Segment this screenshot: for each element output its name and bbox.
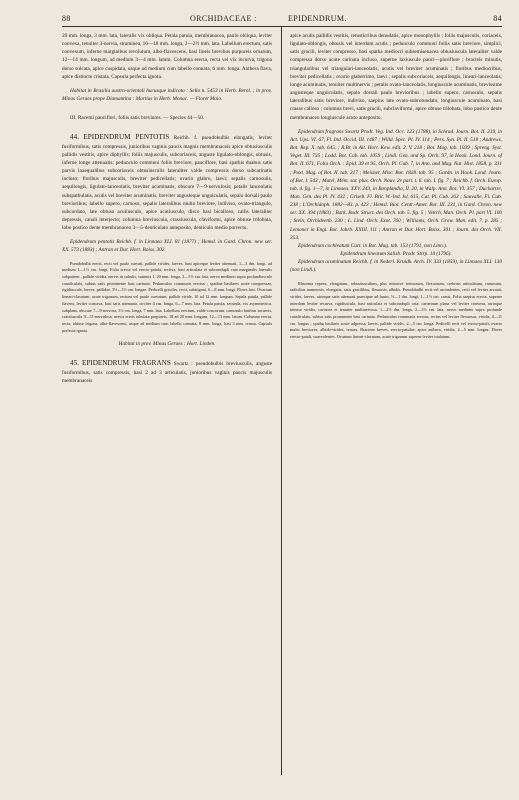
detailed-description: Pseudobulbi erecti, recti vel paulo curvati, pallide virides, laeves, basi apiceque leviter attenuati, 1—3 dm. longi, ad medium 1—1½ cm. longi. Folia erecta vel erecto-patula, rectiva, basi articulata et subcondupli cata marginalis lateralis subpattern , pallide viridia, nervis in subulis, summis 1, 20 mm. longa, 3—5½ cm. lata, nervo medinno supra profundiuscule canaliculato, subtus satis prominente basi carinato. Pedunculus communis erectus ; spathae basilares acute compressae, rigidiuscule, laeves, pallidae, 3½—3½ cm. longae. Pedicelli graciles, recti, subtrigoni, 6—8 mm. longi. Flores laxi. Ovarium lineari-clavatum, acute trigonum, rectum vel paulo curvatum, pallide viride, 10 ad 12 mm. longum. Sepala patula, pallide flavens, leviter concava, basi satis attenuata, circiter 4 cm. longa, 6—7 mm. lata. Petala patula, secunda, vix asymmetrica, subplana, obscure 7—9-nervosa, 3½ cm. longa, 7 mm. lata. Labellum erectum, valde concavum, carnosulo basibus incurvis, crassiuscula 9—11-nervulosa, nervis eretis tubulata purpureis, 18 ad 20 mm. longum, 12—13 mm. latum. Columna erecta, recta, obtuse trigona, albo-flavescens, usque ad medium cum labello connata, 8 mm. longa, basi 3 mm. crassa. Capsula perfecta ignota. <box>62 260 272 333</box>
species-entry-45 <box>62 359 272 384</box>
synonymy-citation: Epidendrum pentotis Reichb. f. in Linnaea XLI. 81 (1877) ; Hemsl. in Gard. Chron. new ser. XX. 573 (1883) ; Antran et Dur. Hort. Boiss. 302. <box>62 239 272 254</box>
column-divider <box>281 27 282 775</box>
species-authority: Swartz : <box>173 361 193 368</box>
left-column <box>62 32 272 385</box>
synonymy-citation-main: Epidendrum fragrans Swartz Prodr. Veg. Ind. Occ. 123 (1788), in Schrad. Journ. Bot. II. 219, in Act. Ups. VI. 67, Fl. Ind. Occid. III. 1487 ; Willd. Spec. Pl. IV. 114 ; Pers. Syn. Pl. II. 518 ; Andrews, Bot. Rep. X. tab. 645. ; R.Br. in Ait. Hort. Kew. edit. 2. V. 218 ; Bot. Mag. tab. 1039 ; Spreng. Syst. Veget. III. 735 ; Lodd. Bot. Cab. tab. 1059 ; Lindl. Gen. and Sp. Orch. 97, in Hook. Lond. Journ. of Bot. II. 671, Folia Orch. : Epid. 39 et 95, Orch. Pl. Cub. 7, in Ann. and Mag. Nat. Hist. 1858. p. 331 ; Paxt. Mag. of Bot. II. tab. 317 ; Meisner, Misc. Bot. 1828. tab. 95 ; Gardn. in Hook. Lond. Journ. of Bot. I. 543 ; Mutel, Mém. sur. plus. Orch. Nouv. 2e part. t. 6. tab. I. fig. 7 ; Reichb. f. Orch. Europ. tab. 4. fig. 1—7, in Linnaea. XXV. 243, in Bonplandia, II. 20, in Walp. Ann. Bot. VI. 357 ; Duchartre, Man. Gén. des Pl. IV. 432 ; Griseb. Fl. Brit. W.-Ind. Isl. 615, Cat. Pl. Cub. 263 ; Sauvalle, Fl. Cub. 238 ; L'Orchidoph. 1882—83. p. 423 ; Hemsl. Biol. Centr.-Amer. Bot. III. 231, in Gard. Chron. new ser. XX. 394 (1883) ; Bark. Bodr. Struct. des Orch. tab. 5. fig. 5 ; Veitch, Man. Orch. Pl. part VI. 100 ; Stein, Orchideenb. 230 ; L. Lind. Orch. Exot. 760 ; Williams, Orch. Grow. Man. edit. 7. p. 285 ; Lemoner in Engl. Bot. Jahrb. XXIII. 111 ; Antran et Dur. Hort. Boiss. 301 ; Journ. des Orch. VII. 353. <box>290 128 502 241</box>
synonym-cochleatum: Epidendrum cochleatum Curt. in Bot. Mag. tab. 153 (1791, non Linn.). <box>298 242 448 249</box>
right-column <box>290 32 502 341</box>
page-number-right: 84 <box>493 14 502 23</box>
species-name: EPIDENDRUM PENTOTIS <box>83 133 170 142</box>
running-title-genus: EPIDENDRUM. <box>288 14 347 23</box>
left-paragraph-continuation: 20 mm. longa, 3 mm. lata, lateralis vix obliqua. Petala patula, membranacea, paulo obliqua, leviter convexa, tenuiter 3-nervia, straminea, 16—18 mm. longa, 2—2½ mm. lata. Labellum erectum, satis convexum, inferne marginibus revolutum, albo-flavescens, basi lineis brevibus purpureis ornatum, 12—14 mm. longum, ad medium 3—4 mm. latum. Columna erecta, recta vel vix incurva, trigona dorso sulcata, apice cuspidata, usque ad medium cum labello connata, 6 mm. longa. Anthera flava, apice distincte cristata. Capsula perfecta ignota. <box>62 33 272 80</box>
species-authority: Reichb. f. <box>173 135 198 142</box>
synonym-acuminatum: Epidendrum acuminatum Reichb. f. in Nederl. Kruidk. Arch. IV. 333 (1859), in Linnaea XLI. 130 (non Lindl.). <box>290 259 502 274</box>
section-heading: III. Racemi pauciflori, foliis satis breviores. — Species 44—50. <box>70 115 205 122</box>
detailed-description-45: Rhizoma repens, elongatum, robustiusculum, plus minusve tortuosum, flexuosum, crebrius articulatum, ramosum, radicibus numerosis, elongatis, satis gracilibus, flexuosis, albidis. Pseudobulbi recti vel ascendentes, recti vel leviter arcuati, virides, laeves, utrinque satis attenuati praecipue ad basin, ½—1 dm. longi, 1—1½ cm. crassi. Folia saepius erecta, superne interdum leviter recurva, rigidiuscula, basi articulata et subcondupli cata, carteroum plana vel leviter convexa, utrinque intense viridia, cariacea et tenuiter multinervosa, 1—2½ dm. longa, 2—3½ cm. lata, nervo medinno supra profunde canaliculato, subtus satis prominente basi carinato. Pedunculus communis erectus, rectus vel leviter flexuosus, viridis, 4—11 cm. longus ; spatha basilaris acute adpressa, laevis, pallide viridis, 2—5 cm. longa. Pedicelli recti vel erecto-patuli, ovario multo breviores, albido-virides, tenues. Bracteae breves, erecto-patulae, apice anthera, viridia, 2—5 mm. longae. Flores erecto-patuli, suaveolentes. Ovarium lineari-clavatum, acute trigonum superne leviter trialatum, <box>290 280 502 340</box>
page-number-left: 88 <box>62 14 71 23</box>
habitat-note-44: Habitat in prov. Minas Geraes : Hort. Linden. <box>118 341 216 348</box>
running-header <box>62 14 502 26</box>
synonym-lineatum: Epidendrum lineatum Salisb. Prodr. Stirp. 10 (1796). <box>340 251 452 258</box>
header-rule <box>62 26 502 27</box>
running-title-family: ORCHIDACEAE : <box>190 14 257 23</box>
habitat-note: Habitat in Brasilia austro-orientali hucusque indicata : Sello n. 5453 in Herb. Berol. ; in prov. Minas Geraes prope Diamantina : Martius in Herb. Monac. — Floret Maio. <box>62 87 272 103</box>
species-number: 45. <box>70 359 79 368</box>
species-number: 44. <box>70 133 79 142</box>
species-description: pseudobulbis breviusculis, anguste fusiformibus, satis compressis, basi 2 ad 3 articulatis, junioribus vaginis paucis majusculis membranaceis <box>62 361 273 384</box>
species-entry-44 <box>62 133 272 232</box>
species-description: pseudobulbis elongatis, leviter fusiformibus, satis compressis, junioribus vaginis paucis magnis membranaceis apice obtusiusculis pallidis vestitis, apice diphyllis; foliis majusculis, subcoriaceis, anguste ligulato-oblongis, obtusis, inferne longe attenuatis; pedunculo communi foliis breviore, pauciflore, basi spathis duabus satis parvis inaequalibus subcoriaceis obtusiusculis lateraliter valde compressis dorso subcarinatis incluso; floribus majusculis, breviter pedicellatis; ovario glabro, laevi; sepalis carnosulis, aequilongis, ligulato-lanceolatis, breviter acuminatis, obscure 7—9-nervulosis; petalis lanceolatis subspathulatis, acutis vel breviter acuminatis, breviter angusteque unguiculatis, sepalo dorsali paulo brevioribus; labello supero, carnoso, sepalis lateralibus multo breviore, indiviso, ovato-triangulo, subcordato, late obtuso acutiusculo, apice acutiusculo, disco basi bicalloso, callis lateraliter depressis, canali interjecto; columna breviuscula, crassiuscula, claviformi, apice obtuse trilobata, lobo postico dente membranaceo 3—5-denticulato anteposito, denticulo medio porrecto. <box>62 135 272 232</box>
right-paragraph-continuation: apice acutis pallidis vestitis, retusticribus denudatis, apice monophyllis ; foliis majusculis, coriaceis, ligulato-oblongis, obtusis vel interdum acutis ; pedunculo communi foliis satis breviore, simplici, satis gracili, leviter compresso, basi spatha mediocri subsemisenacea obtusiuscula lateraliter valde compressa dorso acute carinata incluso, superne laxiuscule pauci—pluriflore ; bracteis minutis, triangularibus vel triangulari-lanceolatis, acutis vel breviter acuminatis ; floribus mediocribus, breviter pedicellatis ; ovario glaberrimo, laevi ; sepalis subcoriaceis, aequilongis, lineari-lanceolatis, longe acuminatis, tenuiter multinervis ; petalis ovato-lanceolatis, longiuscule acuminatis, brevissime angusteque unguiculatis, sepalo dorsali paulo brevioribus ; labello supero, carnosulo, sepalis lateralibus satis breviore, indiviso, saepius late ovato-subrotundato, longiuscule acuminato, basi crasse calloso ; columna brevi, satis gracili, subclaviformi, apice obtuse trilobata, lobo postico dente membranaceo longiuscule acuto anteposito. <box>290 33 502 121</box>
species-name: EPIDENDRUM FRAGRANS <box>81 359 171 368</box>
